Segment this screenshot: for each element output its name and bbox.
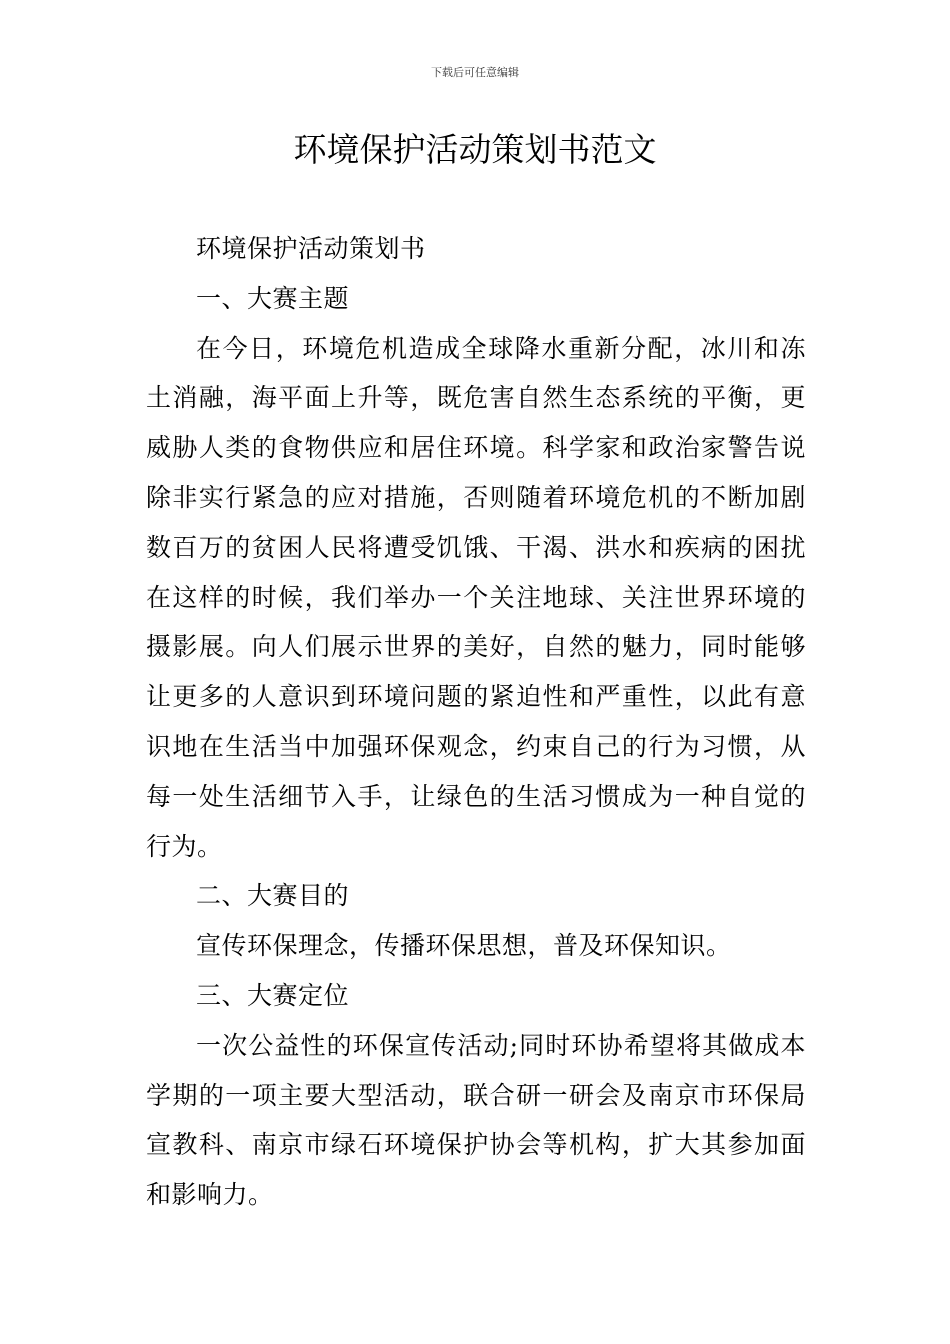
paragraph-positioning: 一次公益性的环保宣传活动;同时环协希望将其做成本学期的一项主要大型活动，联合研一研会及南京市环保局宣教科、南京市绿石环境保护协会等机构，扩大其参加面和影响力。	[146, 1030, 806, 1210]
paragraph-plan-title: 环境保护活动策划书	[196, 234, 426, 263]
section-heading-theme: 一、大赛主题	[196, 283, 350, 313]
section-heading-positioning: 三、大赛定位	[196, 980, 350, 1010]
header-note: 下载后可任意编辑	[431, 66, 519, 79]
paragraph-purpose: 宣传环保理念，传播环保思想，普及环保知识。	[196, 931, 732, 961]
document-title: 环境保护活动策划书范文	[293, 130, 657, 169]
paragraph-theme: 在今日，环境危机造成全球降水重新分配，冰川和冻土消融，海平面上升等，既危害自然生态系统的平衡，更威胁人类的食物供应和居住环境。科学家和政治家警告说除非实行紧急的应对措施，否则随着环境危机的不断加剧数百万的贫困人民将遭受饥饿、干渴、洪水和疾病的困扰在这样的时候，我们举办一个关注地球、关注世界环境的摄影展。向人们展示世界的美好，自然的魅力，同时能够让更多的人意识到环境问题的紧迫性和严重性，以此有意识地在生活当中加强环保观念，约束自己的行为习惯，从每一处生活细节入手，让绿色的生活习惯成为一种自觉的行为。	[146, 333, 806, 861]
document-body	[146, 224, 806, 1220]
section-heading-purpose: 二、大赛目的	[196, 881, 350, 911]
